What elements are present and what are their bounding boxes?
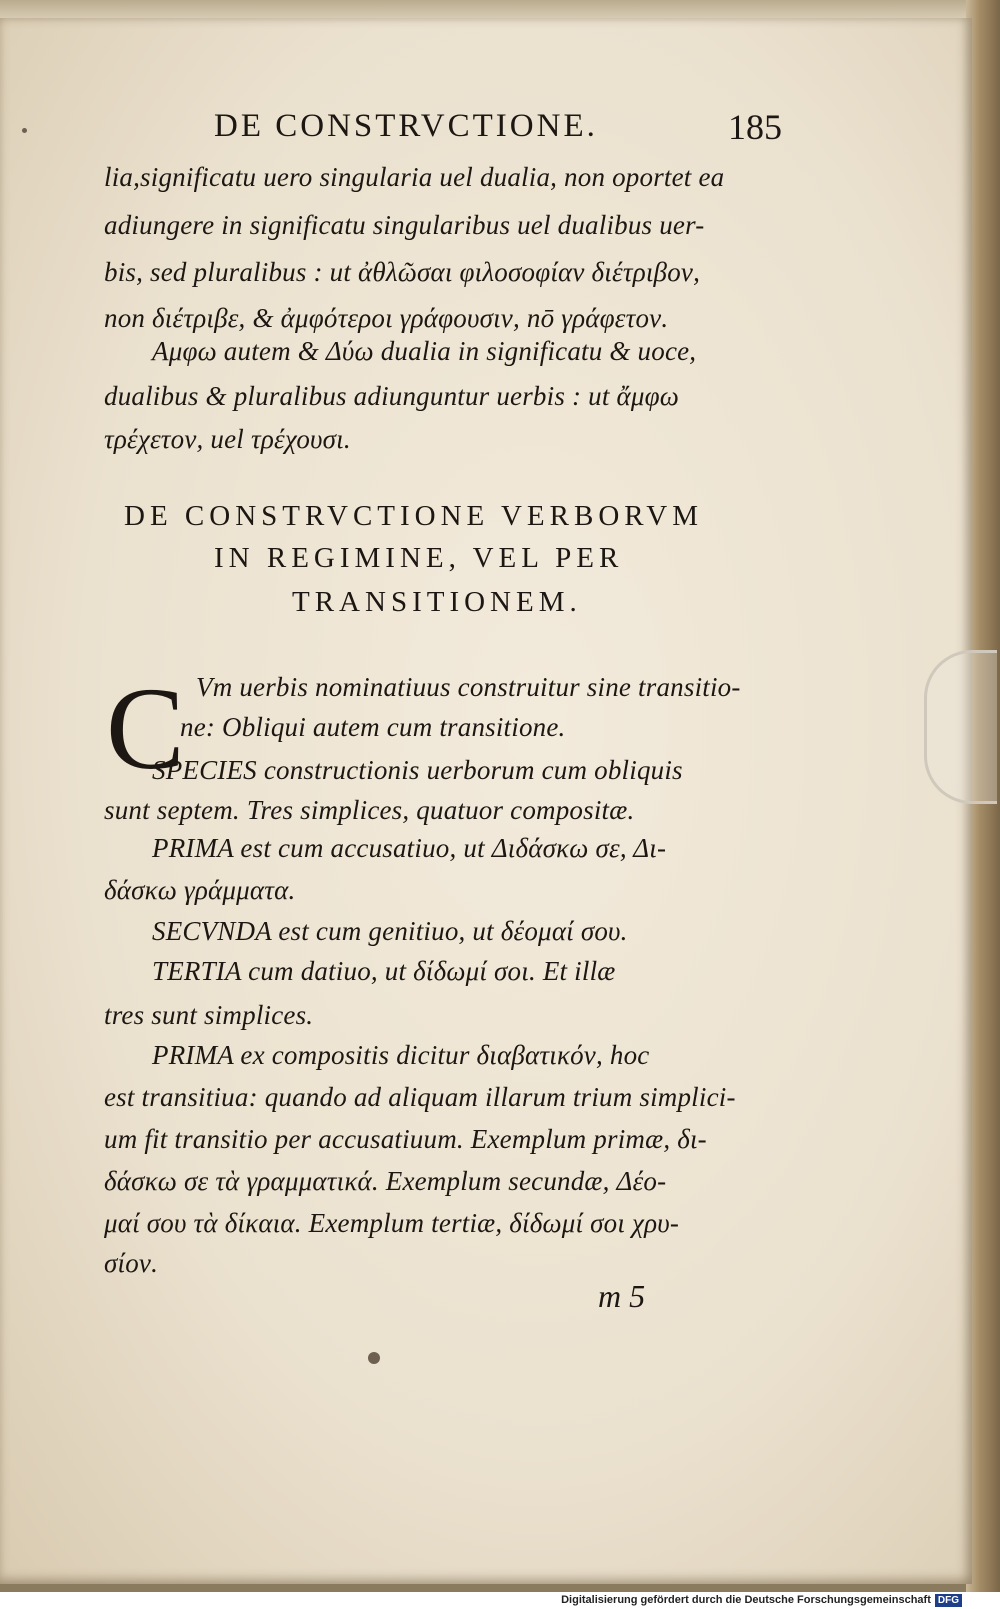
text-line: Αμφω autem & Δύω dualia in significatu & uoce,	[152, 336, 697, 366]
text-line: PRIMA ex compositis dicitur διαβατικόν, hoc	[152, 1040, 650, 1070]
text-line: PRIMA est cum accusatiuo, ut Διδάσκω σε, Δι-	[152, 833, 667, 863]
text-line: lia,significatu uero singularia uel dualia, non oportet ea	[104, 162, 725, 192]
ink-spot-small	[22, 128, 27, 133]
credit-text: Digitalisierung gefördert durch die Deutsche Forschungsgemeinschaft	[561, 1594, 931, 1606]
running-head: DE CONSTRVCTIONE.	[214, 108, 598, 144]
signature-mark: m 5	[598, 1278, 646, 1314]
digitization-credit	[561, 1592, 962, 1609]
text-line: non διέτριβε, & ἀμφότεροι γράφουσιν, nō γράφετον.	[104, 303, 669, 333]
section-heading-line: DE CONSTRVCTIONE VERBORVM	[124, 500, 704, 532]
text-line: TERTIA cum datiuo, ut δίδωμί σοι. Et illæ	[152, 956, 616, 986]
ink-spot	[368, 1352, 380, 1364]
drop-initial: C	[106, 663, 185, 794]
section-heading-line: IN REGIMINE, VEL PER	[214, 542, 624, 574]
text-line: SPECIES constructionis uerborum cum obliquis	[152, 755, 683, 785]
text-line: bis, sed pluralibus : ut ἀθλῶσαι φιλοσοφίαν διέτριβον,	[104, 257, 701, 287]
text-line: τρέχετον, uel τρέχουσι.	[104, 424, 351, 454]
text-line: dualibus & pluralibus adiunguntur uerbis : ut ἄμφω	[104, 381, 680, 411]
dfg-logo: DFG	[935, 1594, 962, 1607]
text-line: sunt septem. Tres simplices, quatuor compositæ.	[104, 795, 635, 825]
text-line: tres sunt simplices.	[104, 1000, 314, 1030]
text-line: δάσκω γράμματα.	[104, 875, 296, 905]
text-line: est transitiua: quando ad aliquam illarum trium simplici-	[104, 1082, 736, 1112]
text-line: σίον.	[104, 1248, 159, 1278]
text-line: adiungere in significatu singularibus uel dualibus uer-	[104, 210, 705, 240]
text-line: SECVNDA est cum genitiuo, ut δέομαί σου.	[152, 916, 628, 946]
text-line: δάσκω σε τὰ γραμματικά. Exemplum secundæ, Δέο-	[104, 1166, 667, 1196]
text-line: Vm uerbis nominatiuus construitur sine transitio-	[196, 672, 741, 702]
section-heading-line: TRANSITIONEM.	[292, 586, 582, 618]
page-clip	[924, 650, 997, 804]
text-line: μαί σου τὰ δίκαια. Exemplum tertiæ, δίδωμί σοι χρυ-	[104, 1208, 680, 1238]
text-line: um fit transitio per accusatiuum. Exemplum primæ, δι-	[104, 1124, 707, 1154]
page-number: 185	[728, 107, 782, 147]
text-line: ne: Obliqui autem cum transitione.	[180, 712, 566, 742]
